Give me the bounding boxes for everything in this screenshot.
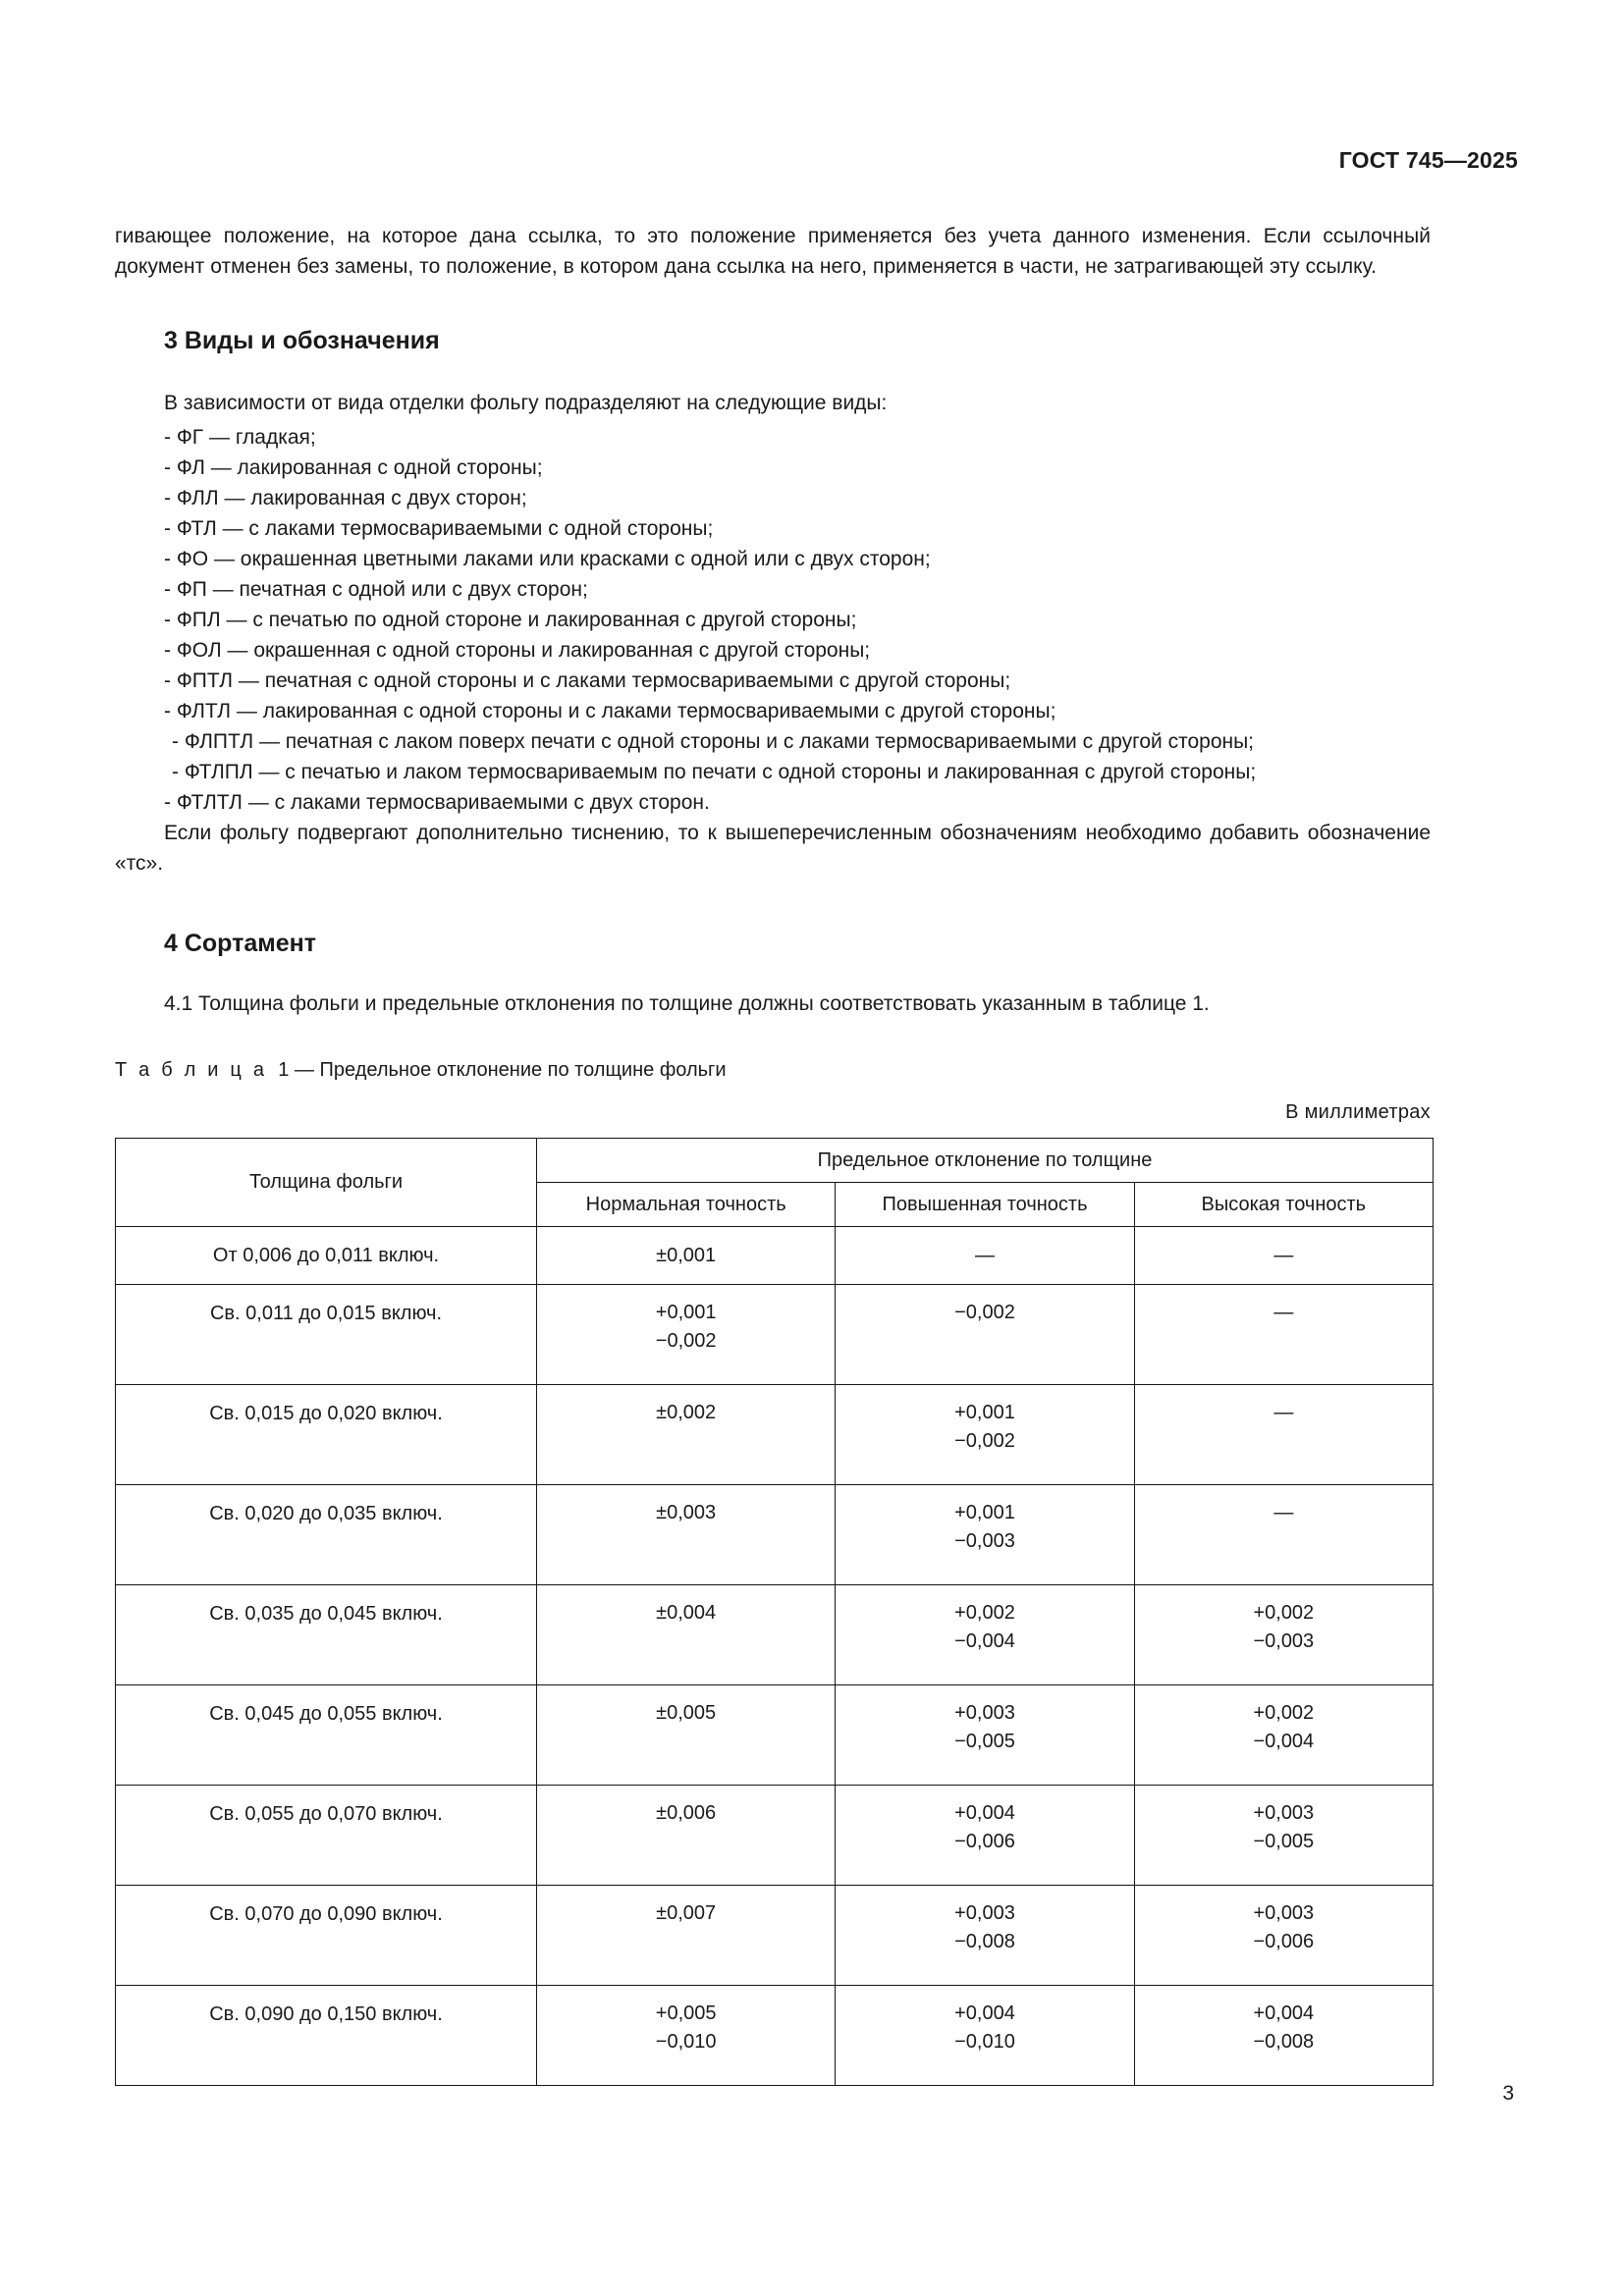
list-item: - ФЛТЛ — лакированная с одной стороны и с лаками термосвариваемыми с другой стороны; <box>164 700 1056 722</box>
list-item: - ФТЛПЛ — с печатью и лаком термосвариваемым по печати с одной стороны и лакированная с другой стороны; <box>172 761 1257 783</box>
cell-raised <box>836 1685 1134 1786</box>
column-header-high-accuracy: Высокая точность <box>1134 1183 1433 1227</box>
cell-normal <box>537 1685 836 1786</box>
table-caption <box>115 1056 1431 1084</box>
value-line: ±0,001 <box>656 1244 717 1266</box>
value-line: −0,008 <box>954 1931 1015 1952</box>
table-row <box>116 1285 1434 1385</box>
table-row <box>116 1485 1434 1585</box>
value-line: +0,003 <box>1253 1802 1315 1824</box>
cell-normal <box>537 1485 836 1585</box>
cell-range: Св. 0,020 до 0,035 включ. <box>116 1485 537 1585</box>
cell-raised <box>836 1585 1134 1685</box>
cell-high <box>1134 1227 1433 1285</box>
value-line: −0,008 <box>1253 2031 1315 2053</box>
value-line: ±0,005 <box>656 1702 717 1724</box>
list-item: - ФТЛ — с лаками термосвариваемыми с одной стороны; <box>164 517 714 540</box>
value-line: ±0,002 <box>656 1402 717 1423</box>
cell-raised <box>836 1786 1134 1886</box>
value-line: +0,003 <box>1253 1902 1315 1924</box>
table-header-row-1 <box>116 1139 1434 1183</box>
tolerance-table <box>115 1138 1434 2086</box>
column-header-raised-accuracy: Повышенная точность <box>836 1183 1134 1227</box>
cell-normal <box>537 1786 836 1886</box>
value-line: +0,002 <box>954 1602 1015 1624</box>
cell-range: Св. 0,070 до 0,090 включ. <box>116 1886 537 1986</box>
value-line: −0,002 <box>655 1330 717 1352</box>
cell-normal <box>537 1285 836 1385</box>
section-3-heading: 3 Виды и обозначения <box>164 327 440 354</box>
list-item: - ФЛЛ — лакированная с двух сторон; <box>164 487 527 509</box>
list-item: - ФГ — гладкая; <box>164 426 316 449</box>
page-number: 3 <box>1502 2082 1514 2105</box>
cell-range: Св. 0,015 до 0,020 включ. <box>116 1385 537 1485</box>
cell-range: Св. 0,055 до 0,070 включ. <box>116 1786 537 1886</box>
cell-high <box>1134 1385 1433 1485</box>
cell-range: Св. 0,011 до 0,015 включ. <box>116 1285 537 1385</box>
value-line: −0,002 <box>954 1430 1015 1452</box>
cell-high <box>1134 1786 1433 1886</box>
value-line: +0,004 <box>954 1802 1015 1824</box>
cell-raised <box>836 1485 1134 1585</box>
cell-normal <box>537 1385 836 1485</box>
table-caption-label: Т а б л и ц а <box>115 1059 268 1081</box>
cell-high <box>1134 1585 1433 1685</box>
value-line: +0,002 <box>1253 1702 1315 1724</box>
value-line: — <box>1273 1402 1294 1423</box>
value-line: −0,005 <box>1253 1831 1315 1852</box>
cell-high <box>1134 1685 1433 1786</box>
value-line: −0,003 <box>954 1530 1015 1552</box>
value-line: −0,010 <box>954 2031 1015 2053</box>
list-item: - ФПЛ — с печатью по одной стороне и лакированная с другой стороны; <box>164 609 857 631</box>
column-header-thickness: Толщина фольги <box>116 1139 537 1227</box>
cell-range: Св. 0,090 до 0,150 включ. <box>116 1986 537 2086</box>
table-row <box>116 1385 1434 1485</box>
cell-normal <box>537 1986 836 2086</box>
value-line: +0,003 <box>954 1902 1015 1924</box>
list-item: - ФП — печатная с одной или с двух сторон; <box>164 578 588 601</box>
clause-4-1: 4.1 Толщина фольги и предельные отклонения по толщине должны соответствовать указанным в таблице 1. <box>164 992 1210 1015</box>
table-row <box>116 1986 1434 2086</box>
cell-raised <box>836 1385 1134 1485</box>
intro-paragraph: гивающее положение, на которое дана ссылка, то это положение применяется без учета данного изменения. Если ссылочный документ отменен без замены, то положение, в котором дана ссылка на него, применяется в части, не затрагивающей эту ссылку. <box>115 225 1431 278</box>
value-line: — <box>1273 1244 1294 1266</box>
column-header-tolerance: Предельное отклонение по толщине <box>537 1139 1434 1183</box>
value-line: −0,006 <box>954 1831 1015 1852</box>
section-4-heading: 4 Сортамент <box>164 930 317 957</box>
value-line: +0,001 <box>655 1302 717 1323</box>
value-line: ±0,006 <box>656 1802 717 1824</box>
cell-high <box>1134 1285 1433 1385</box>
value-line: ±0,004 <box>656 1602 717 1624</box>
value-line: −0,004 <box>954 1630 1015 1652</box>
table-row <box>116 1786 1434 1886</box>
cell-raised <box>836 1886 1134 1986</box>
section-3-lead: В зависимости от вида отделки фольгу подразделяют на следующие виды: <box>164 392 888 414</box>
value-line: −0,003 <box>1253 1630 1315 1652</box>
cell-normal <box>537 1227 836 1285</box>
cell-raised <box>836 1227 1134 1285</box>
list-item: - ФТЛТЛ — с лаками термосвариваемыми с двух сторон. <box>164 791 710 814</box>
value-line: +0,001 <box>954 1502 1015 1523</box>
table-body <box>116 1227 1434 2086</box>
value-line: — <box>1273 1502 1294 1523</box>
cell-normal <box>537 1886 836 1986</box>
value-line: −0,004 <box>1253 1731 1315 1752</box>
table-row <box>116 1227 1434 1285</box>
value-line: +0,001 <box>954 1402 1015 1423</box>
value-line: +0,005 <box>655 2002 717 2024</box>
cell-high <box>1134 1886 1433 1986</box>
list-item: - ФО — окрашенная цветными лаками или красками с одной или с двух сторон; <box>164 548 931 570</box>
value-line: −0,006 <box>1253 1931 1315 1952</box>
column-header-normal-accuracy: Нормальная точность <box>537 1183 836 1227</box>
value-line: — <box>974 1244 995 1266</box>
cell-raised <box>836 1285 1134 1385</box>
cell-normal <box>537 1585 836 1685</box>
value-line: −0,005 <box>954 1731 1015 1752</box>
cell-range: Св. 0,035 до 0,045 включ. <box>116 1585 537 1685</box>
list-item: - ФОЛ — окрашенная с одной стороны и лакированная с другой стороны; <box>164 639 871 662</box>
value-line: +0,003 <box>954 1702 1015 1724</box>
page-content <box>115 221 1431 2086</box>
list-item: - ФПТЛ — печатная с одной стороны и с лаками термосвариваемыми с другой стороны; <box>164 669 1011 692</box>
value-line: +0,004 <box>1253 2002 1315 2024</box>
standard-designation-header: ГОСТ 745—2025 <box>1338 147 1518 173</box>
list-item: - ФЛ — лакированная с одной стороны; <box>164 456 543 479</box>
value-line: ±0,003 <box>656 1502 717 1523</box>
table-caption-number: 1 <box>278 1059 290 1081</box>
cell-range: Св. 0,045 до 0,055 включ. <box>116 1685 537 1786</box>
value-line: +0,004 <box>954 2002 1015 2024</box>
table-caption-title: — Предельное отклонение по толщине фольги <box>294 1059 727 1081</box>
value-line: −0,002 <box>954 1302 1015 1323</box>
embossing-note: Если фольгу подвергают дополнительно тиснению, то к вышеперечисленным обозначениям необходимо добавить обозначение «тс». <box>115 822 1431 875</box>
table-row <box>116 1886 1434 1986</box>
value-line: +0,002 <box>1253 1602 1315 1624</box>
table-units-label: В миллиметрах <box>1285 1101 1431 1123</box>
cell-raised <box>836 1986 1134 2086</box>
cell-high <box>1134 1485 1433 1585</box>
table-row <box>116 1685 1434 1786</box>
table-row <box>116 1585 1434 1685</box>
list-item: - ФЛПТЛ — печатная с лаком поверх печати с одной стороны и с лаками термосвариваемыми с другой стороны; <box>172 730 1255 753</box>
foil-types-list <box>115 422 1431 818</box>
value-line: ±0,007 <box>656 1902 717 1924</box>
table-header <box>116 1139 1434 1227</box>
value-line: — <box>1273 1302 1294 1323</box>
cell-range: От 0,006 до 0,011 включ. <box>116 1227 537 1285</box>
value-line: −0,010 <box>655 2031 717 2053</box>
cell-high <box>1134 1986 1433 2086</box>
